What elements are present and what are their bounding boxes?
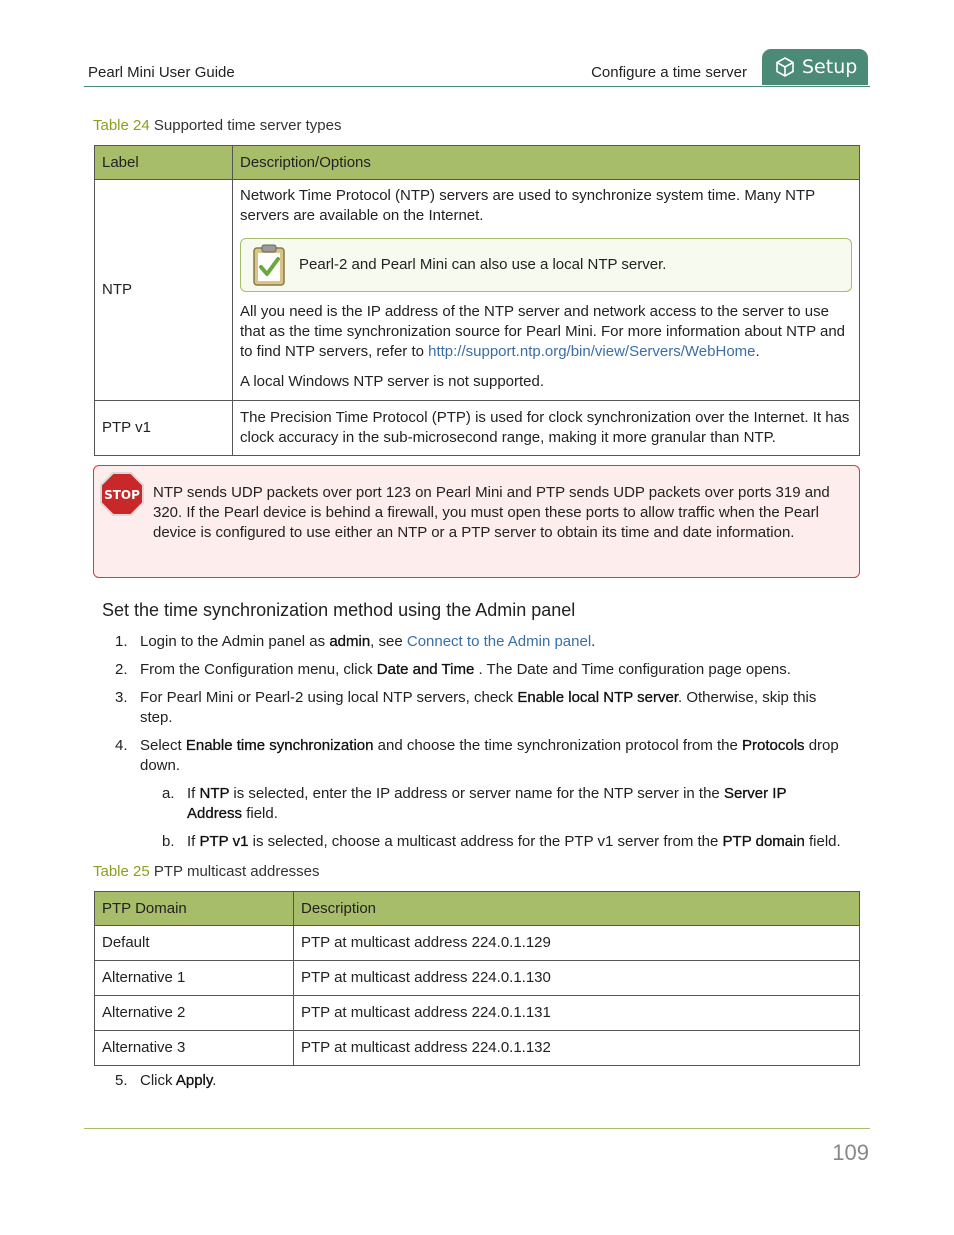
step-text: . <box>591 633 596 650</box>
step-bold: Server IP Address <box>187 785 787 822</box>
ntp-servers-link[interactable]: http://support.ntp.org/bin/view/Servers/WebHome <box>428 343 756 360</box>
step-number: 3. <box>115 689 128 706</box>
ptp-address: PTP at multicast address 224.0.1.131 <box>294 996 860 1031</box>
warning-box <box>93 465 860 578</box>
step-text: If <box>187 833 200 850</box>
table25 <box>94 891 860 1066</box>
table-row <box>95 926 860 961</box>
step-text: From the Configuration menu, click <box>140 661 377 678</box>
step-bold: admin <box>329 633 371 650</box>
footer-rule <box>84 1128 870 1129</box>
note-box <box>240 238 852 292</box>
connect-admin-panel-link[interactable]: Connect to the Admin panel <box>406 633 592 650</box>
note-text: Pearl-2 and Pearl Mini can also use a local NTP server. <box>299 256 667 273</box>
table24-caption <box>93 117 341 134</box>
step-text: field. <box>804 833 841 850</box>
step-bold: PTP domain <box>722 833 805 850</box>
cube-icon <box>774 56 796 78</box>
setup-tab-label: Setup <box>802 56 858 78</box>
step-bold: PTP v1 <box>199 833 249 850</box>
ptp-domain: Alternative 2 <box>95 996 294 1031</box>
step-text: is selected, choose a multicast address for the PTP v1 server from the <box>248 833 723 850</box>
table24-caption-text: Supported time server types <box>153 117 342 134</box>
ptp-address: PTP at multicast address 224.0.1.132 <box>294 1031 860 1066</box>
ntp-description <box>233 180 860 401</box>
stop-sign-icon <box>100 472 144 516</box>
ptp-description: The Precision Time Protocol (PTP) is used for clock synchronization over the Internet. It has clock accuracy in the sub-microsecond range, making it more granular than NTP. <box>233 401 860 456</box>
stop-sign-text: STOP <box>104 488 140 502</box>
step-number: 1. <box>115 633 128 650</box>
step-text: . <box>212 1072 217 1089</box>
chapter-title: Configure a time server <box>591 64 747 81</box>
table-row <box>95 180 860 401</box>
ptp-domain: Default <box>95 926 294 961</box>
header-rule <box>84 86 870 87</box>
step-text: Click <box>140 1072 176 1089</box>
step-text: . The Date and Time configuration page opens. <box>474 661 791 678</box>
table-row <box>95 401 860 456</box>
ntp-p1: Network Time Protocol (NTP) servers are used to synchronize system time. Many NTP servers are available on the Internet. <box>240 187 815 224</box>
table24 <box>94 145 860 456</box>
table-row <box>95 961 860 996</box>
table24-header-description: Description/Options <box>233 146 860 180</box>
setup-tab <box>762 49 868 85</box>
page-number: 109 <box>832 1140 869 1165</box>
ptp-label: PTP v1 <box>95 401 233 456</box>
ntp-p3: A local Windows NTP server is not supported. <box>240 373 545 390</box>
doc-title: Pearl Mini User Guide <box>88 64 235 81</box>
step-bold: Enable local NTP server <box>517 689 678 706</box>
ptp-domain: Alternative 1 <box>95 961 294 996</box>
step-number: 5. <box>115 1072 128 1089</box>
step-text: , see <box>370 633 407 650</box>
ptp-address: PTP at multicast address 224.0.1.129 <box>294 926 860 961</box>
step-bold: NTP <box>199 785 230 802</box>
table24-caption-num: Table 24 <box>93 117 150 134</box>
step-text: If <box>187 785 200 802</box>
clipboard-check-icon <box>251 243 287 287</box>
step-text: . Otherwise, skip this step. <box>140 689 817 726</box>
step-bold: Date and Time <box>376 661 475 678</box>
table25-caption-text: PTP multicast addresses <box>153 863 320 880</box>
step-text: For Pearl Mini or Pearl-2 using local NTP servers, check <box>140 689 518 706</box>
table24-header-label: Label <box>95 146 233 180</box>
step-text: drop down. <box>140 737 839 774</box>
step-number: b. <box>162 833 175 850</box>
table25-caption <box>93 863 320 880</box>
step-text: Select <box>140 737 186 754</box>
table-row <box>95 1031 860 1066</box>
ntp-label: NTP <box>95 180 233 401</box>
step-bold: Apply <box>175 1072 213 1089</box>
step-bold: Protocols <box>742 737 805 754</box>
step-number: 4. <box>115 737 128 754</box>
warning-text: NTP sends UDP packets over port 123 on Pearl Mini and PTP sends UDP packets over ports 319 and 320. If the Pearl device is behind a firewall, you must open these ports to allow traffic when the Pearl device is configured to use either an NTP or a PTP server to obtain its time and date information. <box>153 484 830 541</box>
step-number: a. <box>162 785 175 802</box>
ptp-domain: Alternative 3 <box>95 1031 294 1066</box>
ntp-p2 <box>240 302 852 362</box>
step-text: and choose the time synchronization protocol from the <box>373 737 743 754</box>
table25-header-domain: PTP Domain <box>95 892 294 926</box>
step-bold: Enable time synchronization <box>185 737 374 754</box>
step-text: field. <box>242 805 278 822</box>
step-number: 2. <box>115 661 128 678</box>
table25-caption-num: Table 25 <box>93 863 150 880</box>
ptp-address: PTP at multicast address 224.0.1.130 <box>294 961 860 996</box>
section-title: Set the time synchronization method using the Admin panel <box>102 600 576 620</box>
step-text: is selected, enter the IP address or server name for the NTP server in the <box>229 785 724 802</box>
table25-header-description: Description <box>294 892 860 926</box>
step-text: Login to the Admin panel as <box>140 633 330 650</box>
table-row <box>95 996 860 1031</box>
ntp-p2-end: . <box>755 343 760 360</box>
ntp-p2-text: All you need is the IP address of the NTP server and network access to the server to use that as the time synchronization source for Pearl Mini. For more information about NTP and to find NTP servers, refer to <box>240 303 846 360</box>
